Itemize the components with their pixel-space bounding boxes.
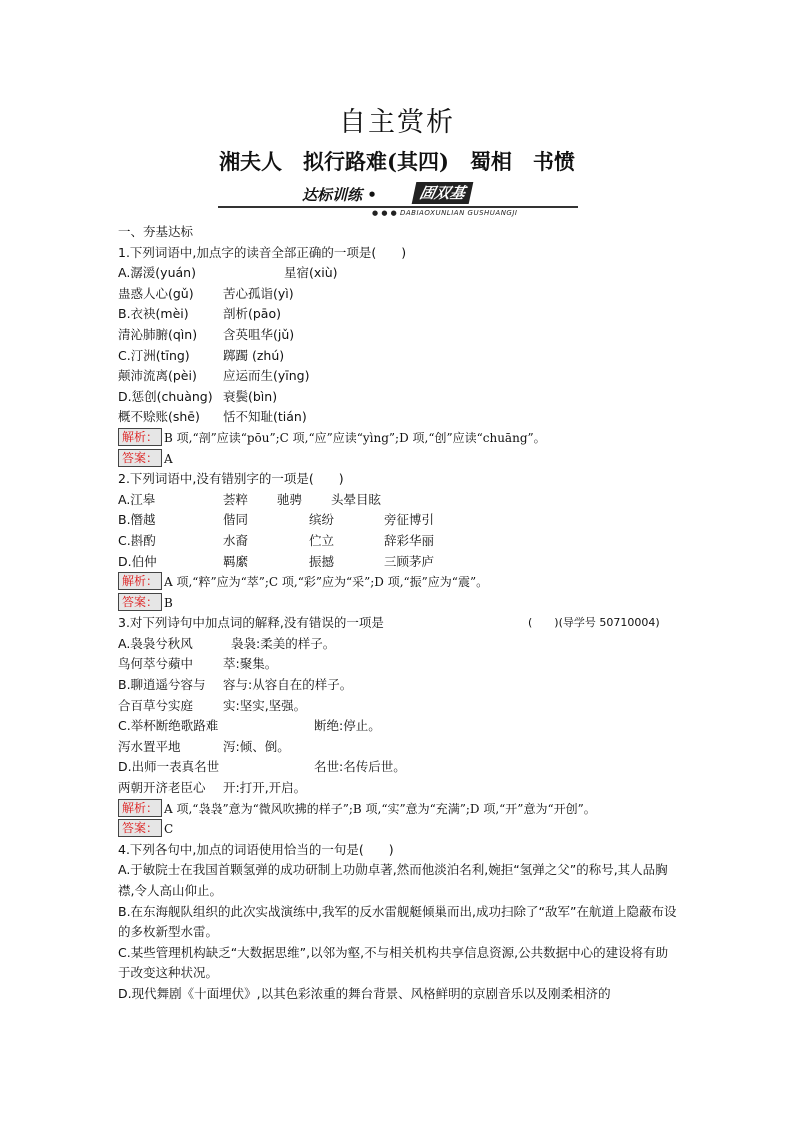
q1-option-d-cont: [118, 407, 680, 428]
answer-label: 答案：: [118, 593, 162, 611]
q4-option-c: C.某些管理机构缺乏“大数据思维”,以邻为壑,不与相关机构共享信息资源,公共数据中心的建设将有助于改变这种状况。: [118, 944, 669, 981]
q1-a-word4: 苦心孤诣(yì): [223, 285, 294, 301]
q1-analysis: [118, 428, 680, 449]
q2-a-w4: 头晕目眩: [331, 491, 382, 507]
q1-stem: 1.下列词语中,加点字的读音全部正确的一项是( ): [118, 244, 407, 260]
q1-option-a-cont: [118, 284, 680, 305]
q1-option-d: [118, 387, 680, 408]
q2-analysis: [118, 572, 680, 593]
q4-option-b: B.在东海舰队组织的此次实战演练中,我军的反水雷舰艇倾巢而出,成功扫除了“敌军”在航道上隐蔽布设的多枚新型水雷。: [118, 903, 677, 940]
q2-c-w4: 辞彩华丽: [384, 532, 435, 548]
q3-guide-number: ( )(导学号 50710004): [528, 616, 660, 630]
q2-option-b: [118, 510, 680, 531]
banner-rule: [218, 206, 578, 208]
q1-d-word1: D.惩创(chuàng): [118, 388, 213, 404]
q4-stem: 4.下列各句中,加点的词语使用恰当的一句是( ): [118, 841, 394, 857]
q3-b2-l: 合百草兮实庭: [118, 697, 194, 713]
q3-a2-l: 鸟何萃兮蘋中: [118, 656, 194, 672]
banner-left-label: 达标训练: [302, 186, 363, 204]
q3-option-c-cont: [118, 737, 680, 758]
q1-analysis-text: B 项,“剖”应读“pōu”;C 项,“应”应读“yìng”;D 项,“创”应读“chuāng”。: [164, 430, 546, 445]
q3-c-l: C.举杯断绝歌路难: [118, 718, 219, 734]
q3-stem: 3.对下列诗句中加点词的解释,没有错误的一项是: [118, 615, 384, 631]
q2-c-w1: C.斟酌: [118, 532, 156, 548]
q1-a-word3: 蛊惑人心(gǔ): [118, 285, 194, 301]
q1-answer: [118, 449, 680, 470]
q3-b-r: 容与:从容自在的样子。: [223, 677, 353, 693]
q1-a-word2: 星宿(xiù): [284, 265, 338, 281]
q3-a2-r: 萃:聚集。: [223, 656, 278, 672]
q2-d-w4: 三顾茅庐: [384, 553, 435, 569]
q2-a-w3: 驰骋: [277, 491, 303, 507]
q2-b-w3: 缤纷: [309, 512, 335, 528]
q2-b-w2: 偕同: [223, 512, 249, 528]
banner-right-label: 固双基: [412, 182, 474, 204]
exercise-content: [118, 222, 680, 1005]
q3-analysis: [118, 799, 680, 820]
q3-b2-r: 实:坚实,坚强。: [223, 697, 307, 713]
q3-d2-l: 两朝开济老臣心: [118, 780, 206, 796]
q3-d-r: 名世:名传后世。: [314, 759, 406, 775]
section-banner: [218, 182, 578, 222]
q2-d-w2: 羁縻: [223, 553, 249, 569]
q2-c-w2: 水裔: [223, 532, 249, 548]
q2-option-a: [118, 490, 680, 511]
section-heading: 一、夯基达标: [118, 224, 194, 239]
q4-option-d: D.现代舞剧《十面埋伏》,以其色彩浓重的舞台背景、风格鲜明的京剧音乐以及刚柔相济的: [118, 985, 611, 1001]
q1-option-c-cont: [118, 366, 680, 387]
q2-b-w1: B.僭越: [118, 512, 156, 528]
q3-b-l: B.聊逍遥兮容与: [118, 677, 206, 693]
q2-analysis-text: A 项,“粹”应为“萃”;C 项,“彩”应为“采”;D 项,“振”应为“震”。: [164, 575, 489, 590]
q3-c-r: 断绝:停止。: [314, 718, 381, 734]
q2-a-w1: A.江皋: [118, 491, 156, 507]
q3-option-a: [118, 634, 680, 655]
q1-b-word1: B.衣袂(mèi): [118, 306, 189, 322]
q2-d-w1: D.伯仲: [118, 553, 157, 569]
q1-b-word2: 剖析(pāo): [223, 306, 281, 322]
q2-stem: 2.下列词语中,没有错别字的一项是( ): [118, 471, 344, 487]
q3-option-d-cont: [118, 778, 680, 799]
q1-a-word1: A.潺湲(yuán): [118, 265, 196, 281]
q3-c2-l: 泻水置平地: [118, 738, 181, 754]
q1-option-a: [118, 263, 680, 284]
q1-c-word2: 踯躅 (zhú): [223, 347, 285, 363]
q3-a-l: A.袅袅兮秋风: [118, 635, 193, 651]
lesson-subtitle: 湘夫人 拟行路难(其四) 蜀相 书愤: [219, 149, 575, 174]
q1-option-b-cont: [118, 325, 680, 346]
analysis-label: 解析：: [118, 428, 162, 446]
q2-option-d: [118, 552, 680, 573]
q2-c-w3: 伫立: [309, 532, 335, 548]
q1-option-b: [118, 304, 680, 325]
q1-b-word3: 清沁肺腑(qìn): [118, 326, 198, 342]
q2-b-w4: 旁征博引: [384, 512, 435, 528]
q4-option-a: A.于敏院士在我国首颗氢弹的成功研制上功勋卓著,然而他淡泊名利,婉拒“氢弹之父”的称号,其人品胸襟,令人高山仰止。: [118, 862, 668, 898]
q3-answer: [118, 819, 680, 840]
q3-option-b-cont: [118, 696, 680, 717]
q1-d-word3: 概不赊账(shē): [118, 409, 200, 425]
q1-answer-text: A: [164, 451, 173, 466]
q2-d-w3: 振撼: [309, 553, 335, 569]
q3-analysis-text: A 项,“袅袅”意为“微风吹拂的样子”;B 项,“实”意为“充满”;D 项,“开”意为“开创”。: [164, 801, 596, 816]
q3-c2-r: 泻:倾、倒。: [223, 738, 290, 754]
banner-pinyin: ● ● ● DABIAOXUNLIAN GUSHUANGJI: [372, 209, 518, 217]
q1-d-word4: 恬不知耻(tián): [223, 409, 307, 425]
q3-option-a-cont: [118, 654, 680, 675]
q3-stem-row: [118, 613, 680, 634]
answer-label: 答案：: [118, 819, 162, 837]
q1-c-word1: C.汀洲(tīng): [118, 347, 190, 363]
q2-answer: [118, 593, 680, 614]
q3-d2-r: 开:打开,开启。: [223, 780, 307, 796]
q3-option-b: [118, 675, 680, 696]
q1-c-word4: 应运而生(yīng): [223, 368, 310, 384]
q3-answer-text: C: [164, 822, 174, 837]
answer-label: 答案：: [118, 449, 162, 467]
banner-dot: •: [367, 186, 377, 204]
q1-d-word2: 衰鬓(bìn): [223, 388, 278, 404]
q3-a-r: 袅袅:柔美的样子。: [231, 635, 336, 651]
q3-option-c: [118, 716, 680, 737]
page-title: 自主赏析: [339, 107, 455, 138]
q2-a-w2: 荟粹: [223, 491, 249, 507]
q1-option-c: [118, 346, 680, 367]
analysis-label: 解析：: [118, 799, 162, 817]
q1-c-word3: 颠沛流离(pèi): [118, 368, 197, 384]
q2-option-c: [118, 531, 680, 552]
q3-d-l: D.出师一表真名世: [118, 759, 220, 775]
analysis-label: 解析：: [118, 572, 162, 590]
q3-option-d: [118, 757, 680, 778]
q2-answer-text: B: [164, 595, 173, 610]
q1-b-word4: 含英咀华(jǔ): [223, 326, 295, 342]
banner-left-text: [302, 184, 377, 205]
